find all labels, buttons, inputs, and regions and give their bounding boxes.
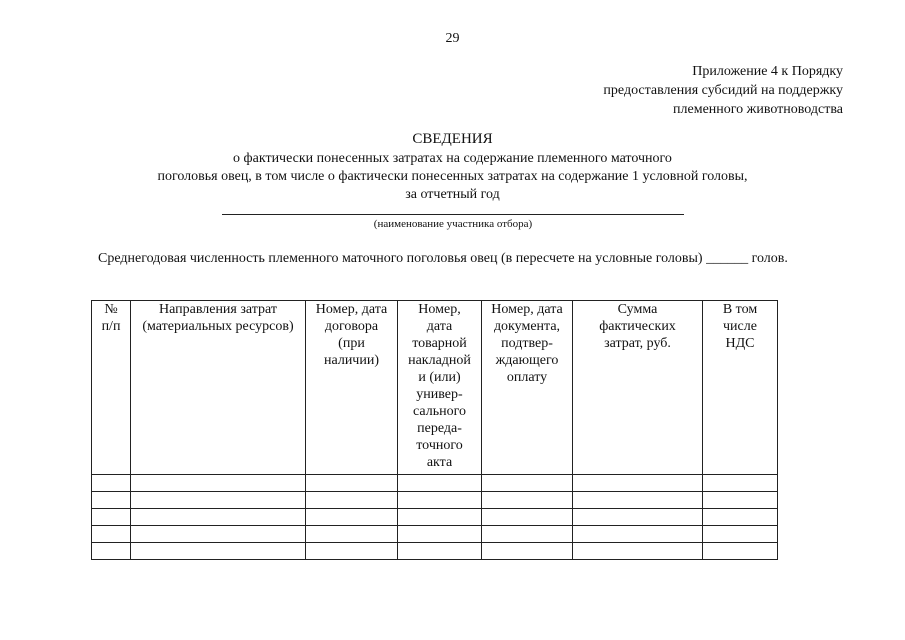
annex-reference xyxy=(603,62,843,119)
table-cell[interactable] xyxy=(92,475,131,492)
expenses-table xyxy=(91,300,778,560)
table-cell[interactable] xyxy=(573,509,703,526)
subtitle-line: за отчетный год xyxy=(405,187,500,202)
table-cell[interactable] xyxy=(482,543,573,560)
table-cell[interactable] xyxy=(482,475,573,492)
participant-caption: (наименование участника отбора) xyxy=(373,218,533,230)
table-cell[interactable] xyxy=(573,492,703,509)
table-row xyxy=(92,492,778,509)
table-header-cell xyxy=(573,301,703,475)
header-text-line: В том xyxy=(722,302,758,317)
table-cell[interactable] xyxy=(398,526,482,543)
table-cell[interactable] xyxy=(482,492,573,509)
header-text-line: оплату xyxy=(506,370,548,385)
header-text-line: затрат, руб. xyxy=(604,336,671,351)
page-number: 29 xyxy=(445,31,460,46)
headcount-paragraph: Среднегодовая численность племенного маточного поголовья овец (в пересчете на условные головы) ______ голов. xyxy=(98,251,788,266)
document-subtitle xyxy=(0,150,905,204)
table-cell[interactable] xyxy=(306,492,398,509)
annex-line: предоставления субсидий на поддержку xyxy=(603,83,843,98)
table-row xyxy=(92,526,778,543)
header-text-line: Номер, xyxy=(418,302,461,317)
header-text-line: ждающего xyxy=(495,353,559,368)
header-text-line: Номер, дата xyxy=(315,302,388,317)
header-text-line: Направления затрат xyxy=(158,302,278,317)
table-cell[interactable] xyxy=(131,543,306,560)
table-cell[interactable] xyxy=(92,492,131,509)
table-row xyxy=(92,543,778,560)
header-text-line: (материальных ресурсов) xyxy=(142,319,294,334)
header-text-line: точного xyxy=(416,438,463,453)
table-cell[interactable] xyxy=(131,526,306,543)
table-cell[interactable] xyxy=(703,526,778,543)
table-cell[interactable] xyxy=(306,509,398,526)
table-cell[interactable] xyxy=(703,543,778,560)
table-cell[interactable] xyxy=(92,543,131,560)
table-header-cell xyxy=(398,301,482,475)
table-header-cell xyxy=(703,301,778,475)
document-title: СВЕДЕНИЯ xyxy=(412,131,493,147)
header-text-line: товарной xyxy=(412,336,467,351)
header-text-line: фактических xyxy=(599,319,676,334)
table-header-cell xyxy=(131,301,306,475)
header-text-line: документа, xyxy=(493,319,561,334)
table-cell[interactable] xyxy=(573,475,703,492)
table-cell[interactable] xyxy=(398,475,482,492)
table-cell[interactable] xyxy=(573,526,703,543)
header-text-line: сального xyxy=(413,404,466,419)
table-cell[interactable] xyxy=(92,509,131,526)
header-text-line: (при xyxy=(338,336,365,351)
subtitle-line: о фактически понесенных затратах на содержание племенного маточного xyxy=(233,151,672,166)
table-cell[interactable] xyxy=(482,509,573,526)
subtitle-line: поголовья овец, в том числе о фактически понесенных затратах на содержание 1 условной головы, xyxy=(157,169,748,184)
table-header-cell xyxy=(92,301,131,475)
header-text-line: и (или) xyxy=(418,370,461,385)
header-text-line: числе xyxy=(723,319,757,334)
participant-name-line xyxy=(222,214,684,215)
table-cell[interactable] xyxy=(398,509,482,526)
header-text-line: наличии) xyxy=(324,353,379,368)
header-text-line: накладной xyxy=(408,353,471,368)
table-cell[interactable] xyxy=(398,492,482,509)
annex-line: Приложение 4 к Порядку xyxy=(692,64,843,79)
table-body xyxy=(92,475,778,560)
table-cell[interactable] xyxy=(703,475,778,492)
header-text-line: переда- xyxy=(417,421,462,436)
header-text-line: договора xyxy=(324,319,379,334)
header-text-line: универ- xyxy=(416,387,463,402)
table-cell[interactable] xyxy=(131,509,306,526)
table-cell[interactable] xyxy=(306,475,398,492)
header-text-line: Сумма xyxy=(617,302,658,317)
table-cell[interactable] xyxy=(306,526,398,543)
table-cell[interactable] xyxy=(131,475,306,492)
table-cell[interactable] xyxy=(92,526,131,543)
table-cell[interactable] xyxy=(703,492,778,509)
table-cell[interactable] xyxy=(703,509,778,526)
table-cell[interactable] xyxy=(482,526,573,543)
table-cell[interactable] xyxy=(398,543,482,560)
table-cell[interactable] xyxy=(573,543,703,560)
table-header-cell xyxy=(306,301,398,475)
table-row xyxy=(92,509,778,526)
table-cell[interactable] xyxy=(306,543,398,560)
header-text-line: Номер, дата xyxy=(491,302,563,317)
table-cell[interactable] xyxy=(131,492,306,509)
table-header-row xyxy=(92,301,778,475)
header-text-line: подтвер- xyxy=(501,336,553,351)
table-row xyxy=(92,475,778,492)
header-text-line: п/п xyxy=(101,319,121,334)
header-text-line: акта xyxy=(426,455,453,470)
table-header-cell xyxy=(482,301,573,475)
header-text-line: дата xyxy=(426,319,453,334)
header-text-line: № xyxy=(104,302,118,317)
annex-line: племенного животноводства xyxy=(673,102,843,117)
header-text-line: НДС xyxy=(725,336,755,351)
